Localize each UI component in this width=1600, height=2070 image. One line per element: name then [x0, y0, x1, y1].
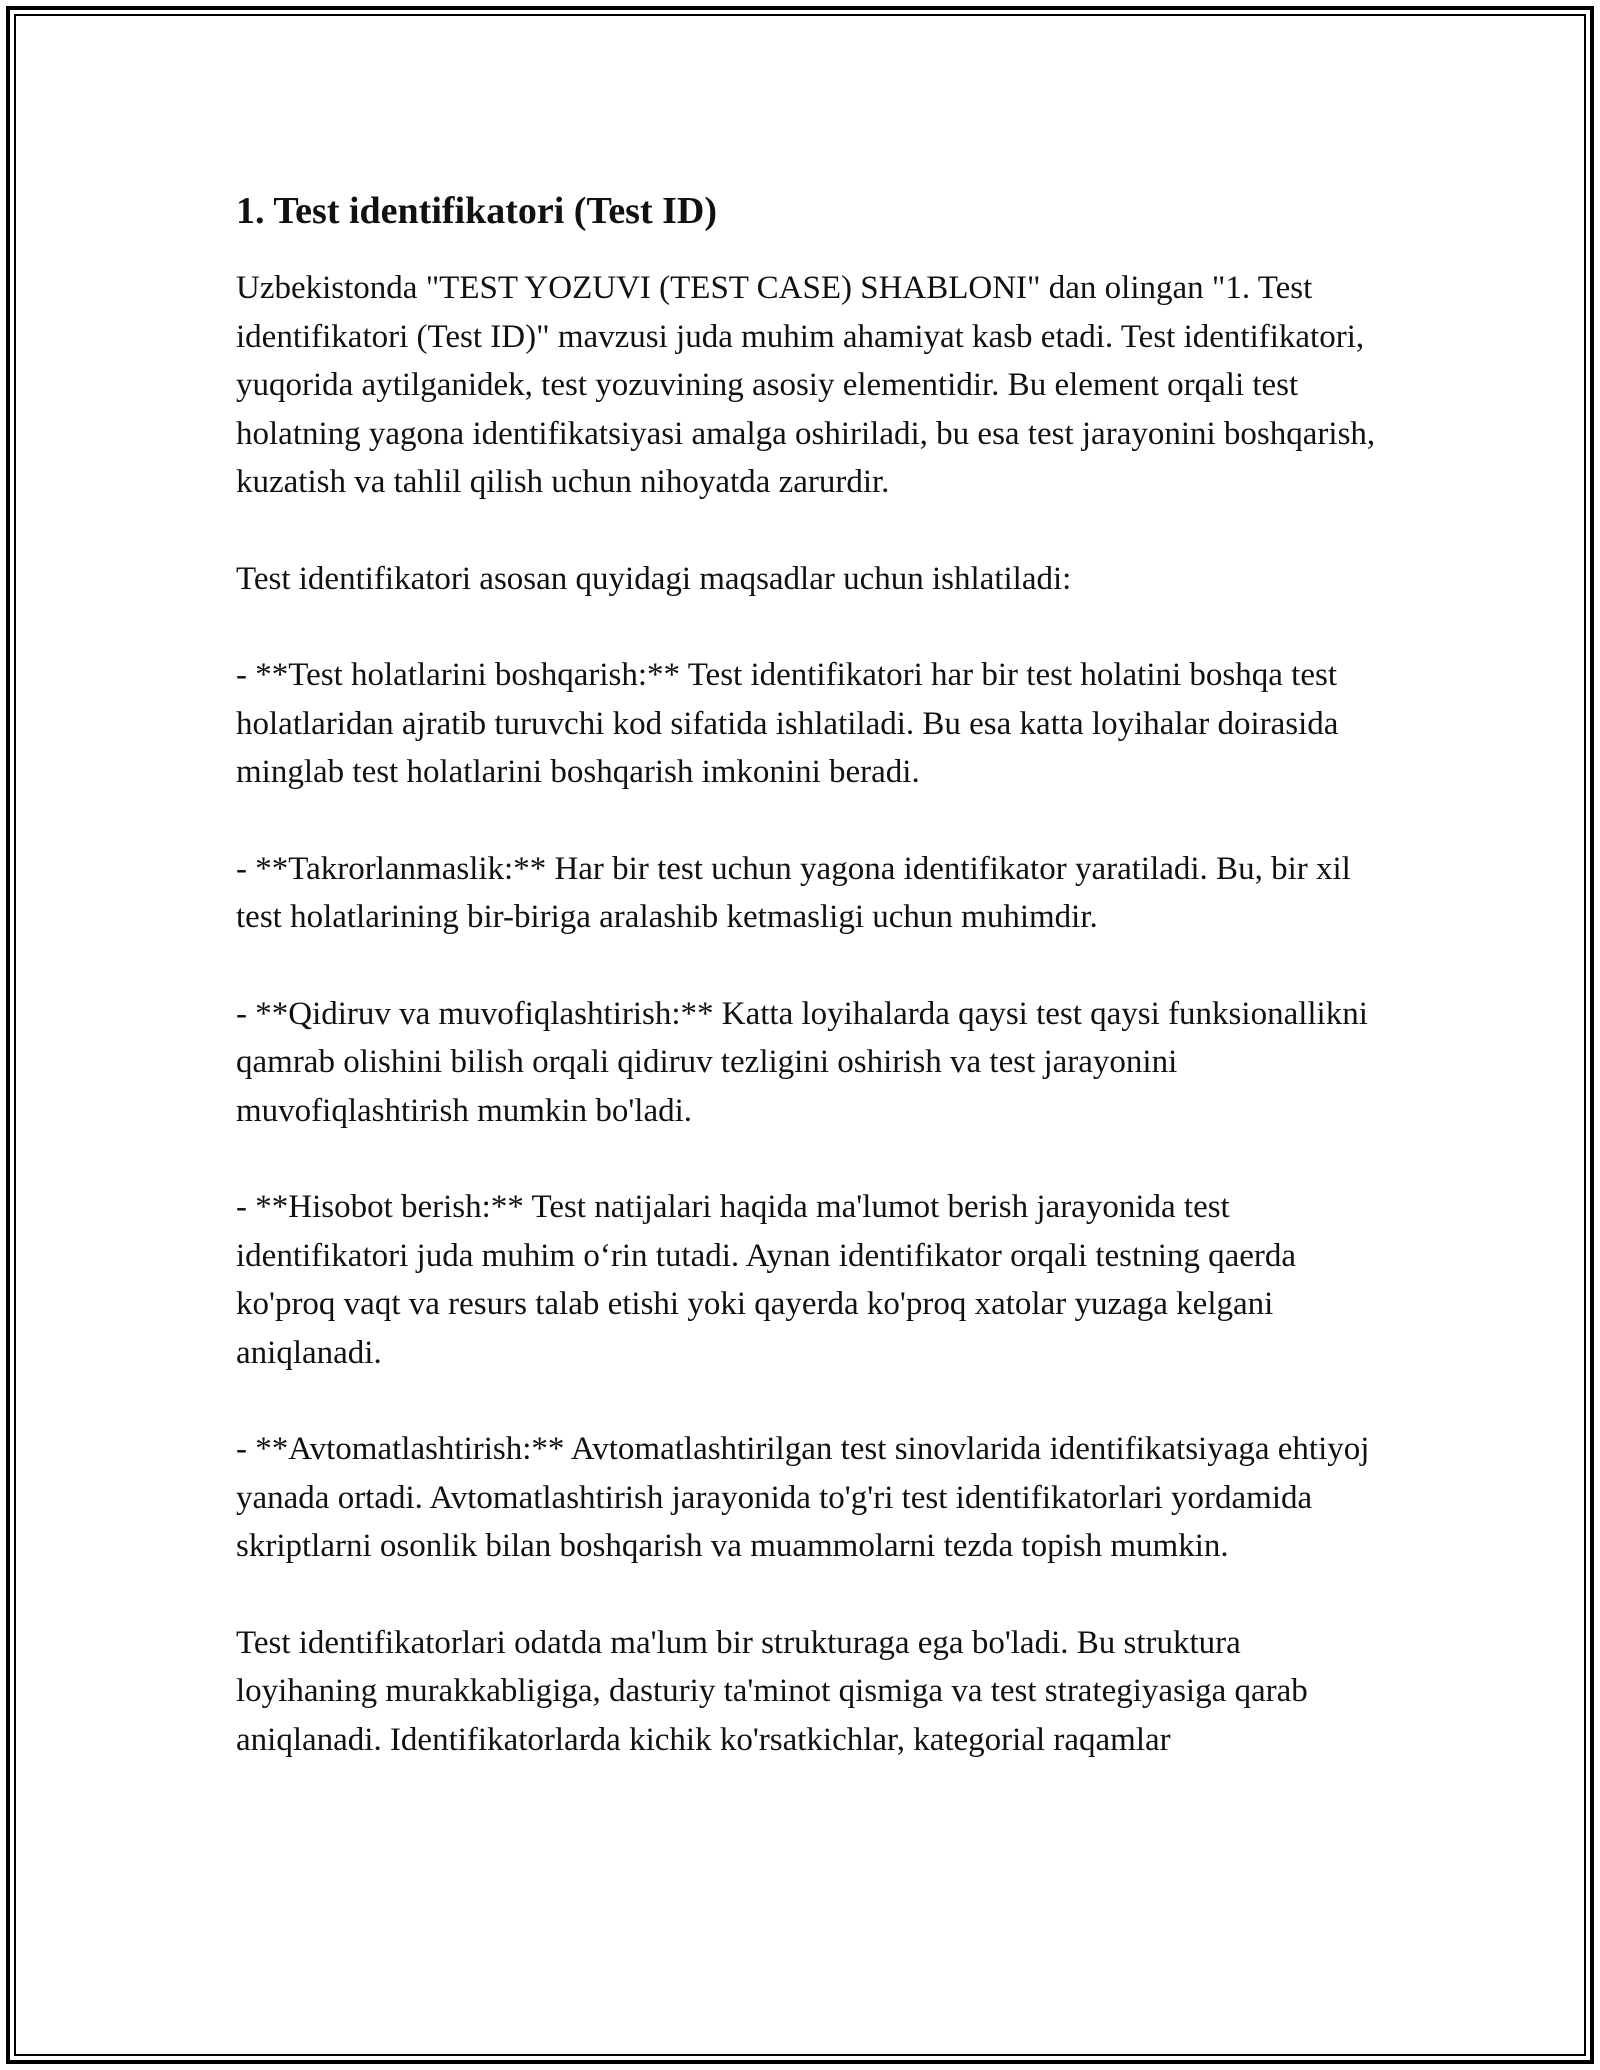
section-heading: 1. Test identifikatori (Test ID): [236, 190, 718, 232]
document-body: [236, 186, 1376, 1812]
list-item-uniqueness: - **Takrorlanmaslik:** Har bir test uchun yagona identifikator yaratiladi. Bu, bir xil test holatlarining bir-biriga aralashib ketmasligi uchun muhimdir.: [236, 850, 1351, 935]
list-item-automation: - **Avtomatlashtirish:** Avtomatlashtirilgan test sinovlarida identifikatsiyaga ehtiyoj yanada ortadi. Avtomatlashtirish jarayonida to'g'ri test identifikatorlari yordamida skriptlarni osonlik bilan boshqarish va muammolarni tezda topish mumkin.: [236, 1431, 1370, 1564]
list-item-test-management: - **Test holatlarini boshqarish:** Test identifikatori har bir test holatini boshqa test holatlaridan ajratib turuvchi kod sifatida ishlatiladi. Bu esa katta loyihalar doirasida minglab test holatlarini boshqarish imkonini beradi.: [236, 657, 1339, 790]
intro-paragraph: Uzbekistonda "TEST YOZUVI (TEST CASE) SHABLONI" dan olingan "1. Test identifikatori (Test ID)" mavzusi juda muhim ahamiyat kasb etadi. Test identifikatori, yuqorida aytilganidek, test yozuvining asosiy elementidir. Bu element orqali test holatning yagona identifikatsiyasi amalga oshiriladi, bu esa test jarayonini boshqarish, kuzatish va tahlil qilish uchun nihoyatda zarurdir.: [236, 270, 1376, 500]
list-item-search-coordination: - **Qidiruv va muvofiqlashtirish:** Katta loyihalarda qaysi test qaysi funksionallikni qamrab olishini bilish orqali qidiruv tezligini oshirish va test jarayonini muvofiqlashtirish mumkin bo'ladi.: [236, 995, 1368, 1129]
purposes-intro-paragraph: Test identifikatori asosan quyidagi maqsadlar uchun ishlatiladi:: [236, 560, 1072, 597]
structure-paragraph: Test identifikatorlari odatda ma'lum bir strukturaga ega bo'ladi. Bu struktura loyihaning murakkabligiga, dasturiy ta'minot qismiga va test strategiyasiga qarab aniqlanadi. Identifikatorlarda kichik ko'rsatkichlar, kategorial raqamlar: [236, 1624, 1308, 1758]
list-item-reporting: - **Hisobot berish:** Test natijalari haqida ma'lumot berish jarayonida test identifikatori juda muhim o‘rin tutadi. Aynan identifikator orqali testning qaerda ko'proq vaqt va resurs talab etishi yoki qayerda ko'proq xatolar yuzaga kelgani aniqlanadi.: [236, 1189, 1297, 1371]
